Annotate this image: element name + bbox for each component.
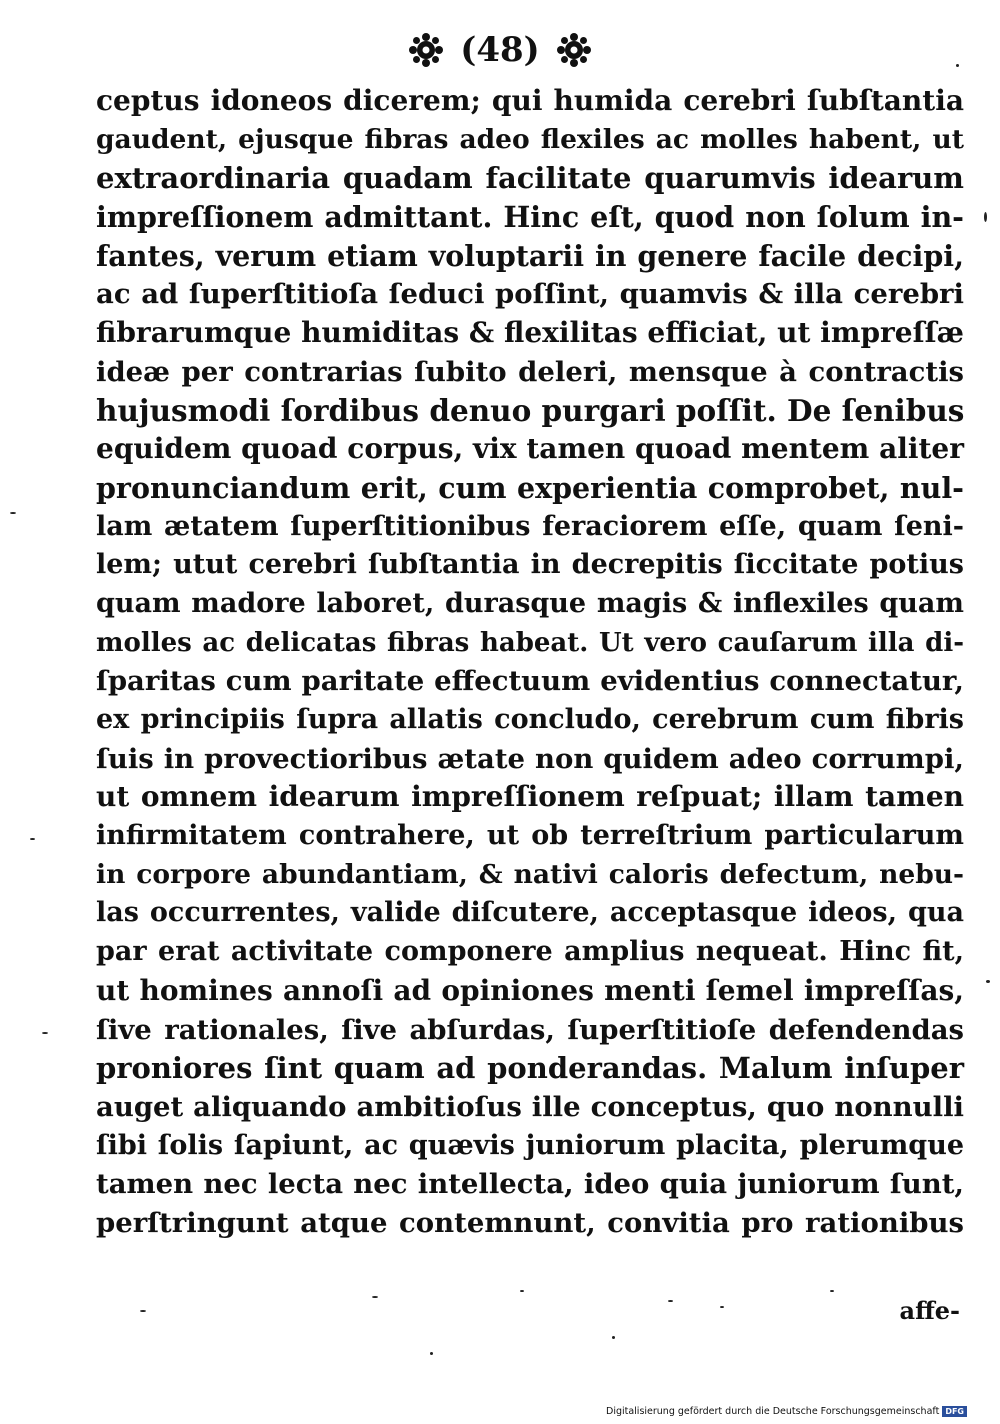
text-line: ſibi ſolis ſapiunt, ac quævis juniorum placita, plerumque [96, 1129, 964, 1161]
scan-speck [520, 1290, 524, 1292]
dfg-logo: DFG [942, 1406, 967, 1417]
text-line: ex principiis ſupra allatis concludo, cerebrum cum fibris [96, 704, 964, 735]
scan-speck [10, 512, 16, 514]
text-line: pronunciandum erit, cum experientia comprobet, nul- [96, 470, 964, 505]
text-line: par erat activitate componere amplius nequeat. Hinc fit, [96, 936, 964, 968]
text-line: ſive rationales, ſive abſurdas, ſuperſtitioſe defendendas [96, 1013, 964, 1046]
text-line: ideæ per contrarias ſubito deleri, mensque à contractis [96, 355, 964, 388]
scan-speck [984, 212, 987, 222]
text-line: ſuis in provectioribus ætate non quidem adeo corrumpi, [96, 742, 964, 775]
scan-speck [956, 64, 959, 67]
main-text [96, 82, 964, 1243]
text-line: lem; utut cerebri ſubſtantia in decrepitis ſiccitate potius [96, 549, 964, 581]
text-line: quam madore laboret, durasque magis & inflexiles quam [96, 587, 964, 619]
text-line: molles ac delicatas fibras habeat. Ut vero cauſarum illa di- [96, 627, 964, 658]
text-line: gaudent, ejusque fibras adeo flexiles ac molles habent, ut [96, 123, 964, 155]
rosette-ornament-right-icon [556, 32, 592, 68]
text-line: fantes, verum etiam voluptarii in genere facile decipi, [96, 238, 964, 273]
page-number: (48) [460, 30, 540, 70]
text-line: equidem quoad corpus, vix tamen quoad mentem aliter [96, 432, 964, 466]
catchword: affe- [899, 1296, 960, 1325]
text-line: in corpore abundantiam, & nativi caloris defectum, nebu- [96, 858, 964, 890]
scan-speck [668, 1300, 673, 1302]
text-line: perſtringunt atque contemnunt, convitia pro rationibus [96, 1206, 964, 1239]
scan-speck [830, 1290, 834, 1292]
scan-speck [140, 1310, 146, 1312]
digitization-credit [606, 1405, 1000, 1419]
text-line: tamen nec lecta nec intellecta, ideo quia juniorum ſunt, [96, 1168, 964, 1201]
text-line: ut omnem idearum impreſſionem reſpuat; illam tamen [96, 780, 964, 814]
scan-speck [30, 838, 35, 840]
text-line: ſparitas cum paritate effectuum evidentius connectatur, [96, 665, 964, 698]
text-line: lam ætatem ſuperſtitionibus feraciorem eſſe, quam ſeni- [96, 510, 964, 542]
scan-speck [720, 1306, 724, 1308]
text-line: las occurrentes, valide diſcutere, acceptasque ideos, qua [96, 897, 964, 929]
scan-speck [372, 1296, 378, 1298]
text-line: hujusmodi ſordibus denuo purgari poſſit. De ſenibus [96, 392, 965, 428]
text-line: fibrarumque humiditas & flexilitas efficiat, ut impreſſæ [96, 316, 964, 350]
text-line: impreſſionem admittant. Hinc eſt, quod non ſolum in- [96, 200, 964, 235]
text-line: auget aliquando ambitioſus ille conceptus, quo nonnulli [96, 1090, 964, 1123]
text-line: proniores ſint quam ad ponderandas. Malum inſuper [96, 1051, 964, 1086]
scan-speck [42, 1032, 48, 1034]
page-header [0, 28, 1000, 70]
text-line: ac ad ſuperſtitioſa ſeduci poſſint, quamvis & illa cerebri [96, 278, 964, 311]
text-line: ceptus idoneos dicerem; qui humida cerebri ſubſtantia [96, 84, 964, 117]
scan-speck [612, 1336, 615, 1339]
credit-text: Digitalisierung gefördert durch die Deutsche Forschungsgemeinschaft [606, 1406, 940, 1417]
scan-speck [986, 980, 990, 983]
text-line: ut homines annoſi ad opiniones menti ſemel impreſſas, [96, 973, 964, 1007]
scan-speck [430, 1352, 433, 1355]
text-line: infirmitatem contrahere, ut ob terreſtrium particularum [96, 820, 964, 852]
rosette-ornament-left-icon [408, 32, 444, 68]
text-line: extraordinaria quadam facilitate quarumvis idearum [96, 161, 964, 196]
